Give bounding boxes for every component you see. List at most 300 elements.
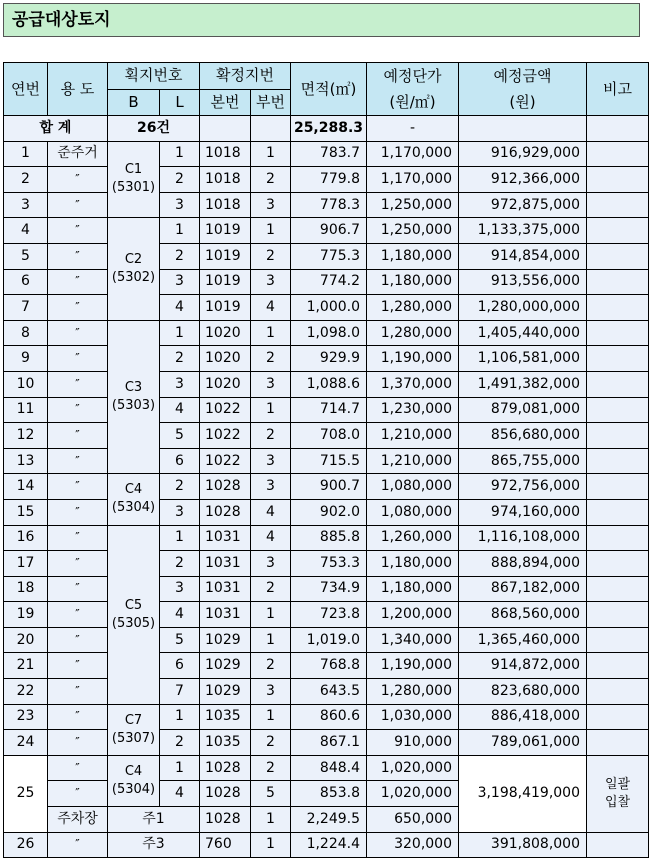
row-use: ″ (48, 346, 108, 372)
row-use: ″ (48, 295, 108, 321)
table-row (4, 576, 649, 602)
block-code: C4 (124, 763, 143, 779)
row-parcel-sub: 2 (251, 346, 291, 372)
row-use: ″ (48, 167, 108, 193)
row-use: ″ (48, 474, 108, 500)
row-block (108, 755, 160, 806)
row-parcel-sub: 1 (251, 320, 291, 346)
row-parcel-sub: 2 (251, 576, 291, 602)
table-row (4, 141, 649, 167)
row-amount: 974,160,000 (459, 499, 587, 525)
row-unit-price: 1,030,000 (367, 704, 459, 730)
row-unit-price: 320,000 (367, 832, 459, 858)
row-amount: 1,491,382,000 (459, 371, 587, 397)
row-area: 708.0 (291, 423, 367, 449)
row-parcel-sub: 2 (251, 243, 291, 269)
row-unit-price: 1,260,000 (367, 525, 459, 551)
table-row (4, 602, 649, 628)
row-note (587, 167, 649, 193)
row-lot-l: 5 (160, 423, 200, 449)
row-no: 1 (4, 141, 48, 167)
row-lot-l: 2 (160, 243, 200, 269)
row-area: 853.8 (291, 781, 367, 807)
table-row (4, 167, 649, 193)
row-parcel-sub: 4 (251, 295, 291, 321)
header-amount (459, 63, 587, 116)
header-row-1 (4, 63, 649, 90)
row-use: ″ (48, 832, 108, 858)
row-parcel-sub: 2 (251, 167, 291, 193)
row-parcel-main: 1028 (200, 499, 251, 525)
row-area: 900.7 (291, 474, 367, 500)
row-parcel-sub: 2 (251, 423, 291, 449)
row-unit-price: 1,280,000 (367, 320, 459, 346)
header-parcel: 확정지번 (200, 63, 291, 90)
row-amount: 888,894,000 (459, 551, 587, 577)
block-code: C5 (124, 597, 143, 613)
row-no: 24 (4, 730, 48, 756)
row-area: 1,088.6 (291, 371, 367, 397)
total-unit-price: - (367, 116, 459, 142)
row-parcel-main: 1029 (200, 653, 251, 679)
row-note (587, 346, 649, 372)
row-unit-price: 1,020,000 (367, 781, 459, 807)
row-parcel-main: 760 (200, 832, 251, 858)
row-amount: 1,116,108,000 (459, 525, 587, 551)
header-use: 용 도 (48, 63, 108, 116)
row-unit-price: 1,230,000 (367, 397, 459, 423)
row-use: ″ (48, 525, 108, 551)
row-parcel-main: 1019 (200, 295, 251, 321)
block-code: C2 (124, 252, 143, 268)
row-use: ″ (48, 448, 108, 474)
row-use: ″ (48, 371, 108, 397)
row-lot-l: 1 (160, 704, 200, 730)
row-amount: 972,756,000 (459, 474, 587, 500)
header-unit-price (367, 63, 459, 116)
block-number: (5304) (111, 500, 156, 516)
row-lot-l: 1 (160, 525, 200, 551)
row-parcel-main: 1029 (200, 627, 251, 653)
row-unit-price: 1,180,000 (367, 551, 459, 577)
table-row (4, 192, 649, 218)
row-unit-price: 1,370,000 (367, 371, 459, 397)
row-parcel-sub: 1 (251, 602, 291, 628)
table-row (4, 551, 649, 577)
row-use: ″ (48, 576, 108, 602)
row-block-merged: 주1 (108, 807, 200, 833)
land-supply-table (3, 62, 649, 858)
row-use: ″ (48, 679, 108, 705)
row-note (587, 141, 649, 167)
total-empty-sub (251, 116, 291, 142)
total-area: 25,288.3 (291, 116, 367, 142)
row-use: ″ (48, 320, 108, 346)
header-amount-line1: 예정금액 (493, 67, 552, 85)
row-area: 778.3 (291, 192, 367, 218)
row-use: ″ (48, 627, 108, 653)
table-row (4, 704, 649, 730)
row-area: 2,249.5 (291, 807, 367, 833)
row-lot-l: 4 (160, 295, 200, 321)
row-amount: 1,106,581,000 (459, 346, 587, 372)
row-no: 14 (4, 474, 48, 500)
row-no: 3 (4, 192, 48, 218)
row-parcel-sub: 1 (251, 218, 291, 244)
row-note (587, 653, 649, 679)
row-no: 2 (4, 167, 48, 193)
header-note: 비고 (587, 63, 649, 116)
row-use: ″ (48, 781, 108, 807)
row-parcel-sub: 3 (251, 269, 291, 295)
row-amount: 823,680,000 (459, 679, 587, 705)
row-note (587, 295, 649, 321)
row-use: ″ (48, 551, 108, 577)
header-amount-line2: (원) (509, 93, 536, 111)
row-lot-l: 3 (160, 192, 200, 218)
table-row (4, 627, 649, 653)
row-amount: 886,418,000 (459, 704, 587, 730)
row-lot-l: 3 (160, 576, 200, 602)
table-row (4, 448, 649, 474)
table-row (4, 423, 649, 449)
row-unit-price: 1,250,000 (367, 218, 459, 244)
row-parcel-sub: 1 (251, 397, 291, 423)
row-lot-l: 3 (160, 269, 200, 295)
row-parcel-main: 1028 (200, 755, 251, 781)
row-no: 11 (4, 397, 48, 423)
row-unit-price: 1,180,000 (367, 576, 459, 602)
row-parcel-sub: 2 (251, 755, 291, 781)
row-amount: 1,405,440,000 (459, 320, 587, 346)
row-lot-l: 1 (160, 141, 200, 167)
row-use: ″ (48, 218, 108, 244)
row-note (587, 755, 649, 832)
total-label: 합 계 (4, 116, 108, 142)
row-note (587, 704, 649, 730)
row-amount: 867,182,000 (459, 576, 587, 602)
row-parcel-sub: 3 (251, 192, 291, 218)
row-lot-l: 1 (160, 218, 200, 244)
row-amount: 916,929,000 (459, 141, 587, 167)
row-parcel-sub: 1 (251, 627, 291, 653)
row-parcel-main: 1031 (200, 525, 251, 551)
total-empty-main (200, 116, 251, 142)
row-amount: 912,366,000 (459, 167, 587, 193)
row-note (587, 602, 649, 628)
row-parcel-main: 1018 (200, 141, 251, 167)
note-line2: 입찰 (604, 794, 631, 810)
row-no: 18 (4, 576, 48, 602)
row-lot-l: 6 (160, 448, 200, 474)
row-lot-l: 2 (160, 474, 200, 500)
row-unit-price: 1,200,000 (367, 602, 459, 628)
row-unit-price: 910,000 (367, 730, 459, 756)
block-code: C3 (124, 380, 143, 396)
row-amount: 1,280,000,000 (459, 295, 587, 321)
row-amount: 1,365,460,000 (459, 627, 587, 653)
row-parcel-main: 1028 (200, 781, 251, 807)
row-unit-price: 1,170,000 (367, 167, 459, 193)
row-no: 7 (4, 295, 48, 321)
row-area: 734.9 (291, 576, 367, 602)
row-amount: 789,061,000 (459, 730, 587, 756)
row-area: 1,000.0 (291, 295, 367, 321)
row-parcel-sub: 2 (251, 653, 291, 679)
row-area: 867.1 (291, 730, 367, 756)
header-no: 연번 (4, 63, 48, 116)
row-parcel-sub: 3 (251, 679, 291, 705)
row-unit-price: 650,000 (367, 807, 459, 833)
row-parcel-sub: 4 (251, 499, 291, 525)
row-use: ″ (48, 755, 108, 781)
block-code: C4 (124, 482, 143, 498)
row-use: 주차장 (48, 807, 108, 833)
block-number: (5307) (111, 730, 156, 746)
row-area: 902.0 (291, 499, 367, 525)
row-area: 768.8 (291, 653, 367, 679)
row-lot-l: 3 (160, 371, 200, 397)
row-use: ″ (48, 397, 108, 423)
row-parcel-main: 1028 (200, 474, 251, 500)
row-no: 15 (4, 499, 48, 525)
header-lot: 획지번호 (108, 63, 200, 90)
row-use: ″ (48, 730, 108, 756)
table-row (4, 474, 649, 500)
row-amount: 914,854,000 (459, 243, 587, 269)
header-parcel-sub: 부번 (251, 89, 291, 116)
row-parcel-sub: 3 (251, 371, 291, 397)
row-area: 783.7 (291, 141, 367, 167)
row-no: 22 (4, 679, 48, 705)
row-parcel-main: 1020 (200, 346, 251, 372)
row-unit-price: 1,340,000 (367, 627, 459, 653)
row-parcel-sub: 1 (251, 807, 291, 833)
table-row (4, 730, 649, 756)
row-unit-price: 1,180,000 (367, 243, 459, 269)
row-parcel-sub: 1 (251, 704, 291, 730)
row-block-merged: 주3 (108, 832, 200, 858)
row-parcel-main: 1022 (200, 423, 251, 449)
row-parcel-main: 1035 (200, 730, 251, 756)
table-row (4, 397, 649, 423)
row-block (108, 704, 160, 755)
block-code: C1 (124, 162, 143, 178)
row-note (587, 448, 649, 474)
row-unit-price: 1,080,000 (367, 474, 459, 500)
section-title: 공급대상토지 (3, 3, 640, 37)
header-parcel-main: 본번 (200, 89, 251, 116)
row-block (108, 320, 160, 474)
row-area: 723.8 (291, 602, 367, 628)
row-block (108, 141, 160, 218)
block-number: (5305) (111, 615, 156, 631)
total-row (4, 116, 649, 142)
row-use: ″ (48, 243, 108, 269)
row-parcel-main: 1019 (200, 269, 251, 295)
table-row (4, 653, 649, 679)
row-area: 1,019.0 (291, 627, 367, 653)
row-parcel-sub: 3 (251, 448, 291, 474)
row-area: 714.7 (291, 397, 367, 423)
row-block (108, 474, 160, 525)
row-unit-price: 1,190,000 (367, 653, 459, 679)
row-unit-price: 1,280,000 (367, 295, 459, 321)
table-row (4, 371, 649, 397)
row-unit-price: 1,280,000 (367, 679, 459, 705)
row-lot-l: 7 (160, 679, 200, 705)
row-parcel-sub: 5 (251, 781, 291, 807)
row-block (108, 218, 160, 320)
table-row (4, 346, 649, 372)
table-row (4, 832, 649, 858)
row-parcel-main: 1018 (200, 167, 251, 193)
row-lot-l: 2 (160, 551, 200, 577)
row-lot-l: 5 (160, 627, 200, 653)
row-unit-price: 1,190,000 (367, 346, 459, 372)
row-area: 848.4 (291, 755, 367, 781)
header-area: 면적(㎡) (291, 63, 367, 116)
row-lot-l: 4 (160, 397, 200, 423)
row-amount: 868,560,000 (459, 602, 587, 628)
header-lot-l: L (160, 89, 200, 116)
row-block (108, 525, 160, 704)
block-number: (5304) (111, 781, 156, 797)
row-note (587, 192, 649, 218)
row-parcel-main: 1020 (200, 371, 251, 397)
row-note (587, 525, 649, 551)
row-note (587, 320, 649, 346)
row-lot-l: 2 (160, 730, 200, 756)
header-unit-price-line1: 예정단가 (383, 67, 442, 85)
row-note (587, 269, 649, 295)
row-use: 준주거 (48, 141, 108, 167)
row-unit-price: 1,180,000 (367, 269, 459, 295)
row-parcel-main: 1031 (200, 576, 251, 602)
row-no: 26 (4, 832, 48, 858)
row-no: 21 (4, 653, 48, 679)
table-row (4, 499, 649, 525)
row-no: 12 (4, 423, 48, 449)
row-note (587, 499, 649, 525)
table-row (4, 269, 649, 295)
row-amount: 914,872,000 (459, 653, 587, 679)
row-area: 929.9 (291, 346, 367, 372)
row-lot-l: 4 (160, 602, 200, 628)
row-area: 906.7 (291, 218, 367, 244)
row-area: 1,098.0 (291, 320, 367, 346)
row-amount: 972,875,000 (459, 192, 587, 218)
row-use: ″ (48, 602, 108, 628)
row-use: ″ (48, 423, 108, 449)
row-use: ″ (48, 192, 108, 218)
table-row (4, 679, 649, 705)
row-lot-l: 2 (160, 167, 200, 193)
row-no: 10 (4, 371, 48, 397)
block-number: (5301) (111, 180, 156, 196)
row-parcel-sub: 3 (251, 474, 291, 500)
row-amount: 3,198,419,000 (459, 755, 587, 832)
table-row (4, 755, 649, 781)
header-lot-b: B (108, 89, 160, 116)
total-empty-note (587, 116, 649, 142)
row-note (587, 397, 649, 423)
row-parcel-sub: 1 (251, 832, 291, 858)
row-parcel-main: 1020 (200, 320, 251, 346)
row-area: 1,224.4 (291, 832, 367, 858)
row-note (587, 730, 649, 756)
row-lot-l: 2 (160, 346, 200, 372)
table-row (4, 243, 649, 269)
table-row (4, 218, 649, 244)
row-parcel-sub: 4 (251, 525, 291, 551)
row-parcel-main: 1022 (200, 397, 251, 423)
row-parcel-main: 1019 (200, 218, 251, 244)
row-note (587, 551, 649, 577)
row-no: 4 (4, 218, 48, 244)
row-parcel-sub: 1 (251, 141, 291, 167)
row-note (587, 218, 649, 244)
row-note (587, 832, 649, 858)
row-parcel-main: 1018 (200, 192, 251, 218)
row-no: 13 (4, 448, 48, 474)
row-amount: 391,808,000 (459, 832, 587, 858)
row-parcel-main: 1022 (200, 448, 251, 474)
row-no: 23 (4, 704, 48, 730)
block-number: (5303) (111, 398, 156, 414)
row-use: ″ (48, 653, 108, 679)
row-amount: 879,081,000 (459, 397, 587, 423)
row-no: 20 (4, 627, 48, 653)
row-no: 17 (4, 551, 48, 577)
row-amount: 913,556,000 (459, 269, 587, 295)
row-no: 5 (4, 243, 48, 269)
row-area: 715.5 (291, 448, 367, 474)
row-no: 8 (4, 320, 48, 346)
row-note (587, 576, 649, 602)
row-note (587, 474, 649, 500)
row-unit-price: 1,210,000 (367, 423, 459, 449)
row-use: ″ (48, 704, 108, 730)
row-unit-price: 1,210,000 (367, 448, 459, 474)
row-area: 885.8 (291, 525, 367, 551)
row-area: 860.6 (291, 704, 367, 730)
row-no: 6 (4, 269, 48, 295)
row-parcel-main: 1031 (200, 551, 251, 577)
row-area: 643.5 (291, 679, 367, 705)
table-row (4, 525, 649, 551)
block-number: (5302) (111, 270, 156, 286)
row-parcel-sub: 2 (251, 730, 291, 756)
row-note (587, 371, 649, 397)
header-unit-price-line2: (원/㎡) (389, 93, 436, 111)
row-unit-price: 1,080,000 (367, 499, 459, 525)
row-parcel-main: 1031 (200, 602, 251, 628)
row-area: 753.3 (291, 551, 367, 577)
note-line1: 일괄 (604, 776, 631, 792)
row-unit-price: 1,250,000 (367, 192, 459, 218)
row-note (587, 627, 649, 653)
row-unit-price: 1,170,000 (367, 141, 459, 167)
row-no: 16 (4, 525, 48, 551)
row-use: ″ (48, 499, 108, 525)
row-area: 775.3 (291, 243, 367, 269)
row-lot-l: 1 (160, 320, 200, 346)
row-parcel-main: 1035 (200, 704, 251, 730)
total-empty-amount (459, 116, 587, 142)
row-amount: 1,133,375,000 (459, 218, 587, 244)
row-no: 9 (4, 346, 48, 372)
